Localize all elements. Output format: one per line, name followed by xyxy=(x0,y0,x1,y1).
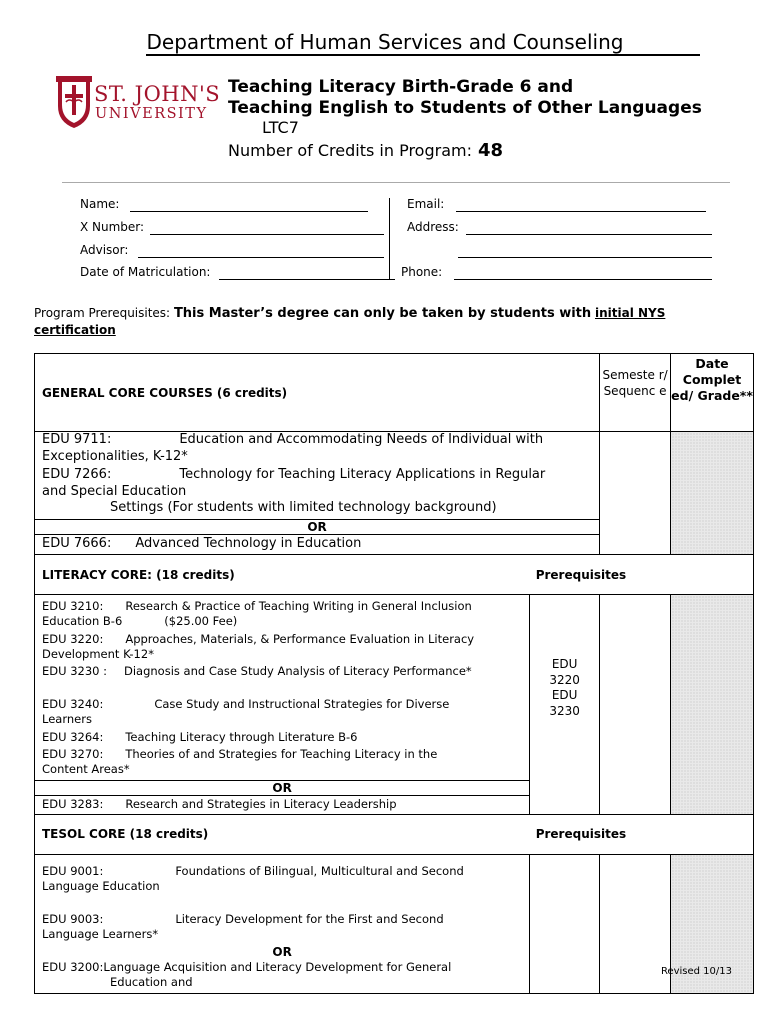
x-number-label: X Number: xyxy=(80,220,145,234)
semester-cell[interactable] xyxy=(600,432,671,555)
or-divider: OR xyxy=(35,519,599,535)
tesol-core-title: TESOL CORE (18 credits) xyxy=(42,827,209,842)
general-core-title: GENERAL CORE COURSES (6 credits) xyxy=(42,385,288,400)
or-divider: OR xyxy=(272,944,292,959)
header-rule xyxy=(146,54,700,56)
prereq-text: EDU xyxy=(551,688,578,702)
course-edu-9001 xyxy=(35,855,529,912)
prerequisites-text: This Master’s degree can only be taken by students with xyxy=(173,306,592,321)
prerequisites-header: Prerequisites xyxy=(535,827,627,842)
course-edu-3220 xyxy=(35,632,529,665)
course-edu-3240 xyxy=(35,697,529,730)
course-title: Approaches, Materials, & Performance Evaluation in Literacy xyxy=(125,631,475,646)
course-edu-3270 xyxy=(35,747,529,780)
address-label: Address: xyxy=(407,220,459,234)
course-title: Language Acquisition and Literacy Development for General xyxy=(103,959,452,974)
course-table xyxy=(34,353,754,994)
semester-header: Semeste r/ Sequenc e xyxy=(600,354,671,432)
course-note: Settings (For students with limited technology background) xyxy=(110,500,497,515)
course-code: EDU 3240: xyxy=(42,697,104,712)
matriculation-label: Date of Matriculation: xyxy=(80,265,211,279)
course-code: EDU 7266: xyxy=(42,467,112,482)
course-code: EDU 3200: xyxy=(42,959,104,974)
course-title: Foundations of Bilingual, Multicultural and Second xyxy=(175,863,464,878)
course-title: Research & Practice of Teaching Writing in General Inclusion xyxy=(125,599,472,613)
course-title-cont: Education and xyxy=(110,975,193,990)
credits-label: Number of Credits in Program: xyxy=(228,141,472,160)
revised-date: Revised 10/13 xyxy=(660,966,732,977)
credits-line xyxy=(228,140,503,161)
program-title-line2: Teaching English to Students of Other Languages xyxy=(228,98,702,118)
section-divider xyxy=(62,182,730,183)
course-code: EDU 3220: xyxy=(42,631,104,646)
program-code: LTC7 xyxy=(262,118,299,137)
course-title: Teaching Literacy through Literature B-6 xyxy=(125,729,358,744)
literacy-core-header xyxy=(35,555,530,595)
grade-cell[interactable] xyxy=(671,432,754,555)
course-title-cont: Language Education xyxy=(42,879,160,894)
course-title-cont: and Special Education xyxy=(42,483,187,499)
program-prerequisites xyxy=(34,305,734,339)
course-title: Advanced Technology in Education xyxy=(135,535,362,551)
literacy-prereq-header xyxy=(530,555,754,595)
course-edu-7266 xyxy=(35,467,599,519)
course-title: Research and Strategies in Literacy Leadership xyxy=(125,796,397,811)
course-title-cont: Development K-12* xyxy=(42,646,154,661)
course-title-cont: Exceptionalities, K-12* xyxy=(42,448,188,464)
course-edu-3230 xyxy=(35,664,529,697)
tesol-prereq-cell xyxy=(530,854,600,993)
course-title-cont: Education B-6 xyxy=(42,614,123,629)
prerequisites-certification: initial NYS certification xyxy=(34,306,666,337)
course-edu-9003 xyxy=(35,912,529,945)
prerequisites-label: Program Prerequisites: xyxy=(34,306,171,320)
credits-value: 48 xyxy=(477,140,504,161)
address-line2-field[interactable] xyxy=(458,245,712,258)
prereq-text: 3230 xyxy=(549,703,580,718)
logo-wordmark: ST. JOHN'S xyxy=(94,82,221,106)
course-fee: ($25.00 Fee) xyxy=(164,614,238,629)
email-label: Email: xyxy=(407,197,445,211)
email-field[interactable] xyxy=(456,199,706,212)
course-code: EDU 9003: xyxy=(42,911,104,926)
name-field[interactable] xyxy=(130,199,368,212)
phone-label: Phone: xyxy=(401,265,443,279)
course-title-cont: Learners xyxy=(42,712,92,727)
address-field[interactable] xyxy=(466,222,712,235)
date-completed-header: Date Complet ed/ Grade** xyxy=(671,354,754,432)
course-code: EDU 3264: xyxy=(42,729,104,744)
course-code: EDU 9001: xyxy=(42,863,104,878)
advisor-label: Advisor: xyxy=(80,243,129,257)
course-title-cont: Content Areas* xyxy=(42,762,130,777)
course-edu-3210 xyxy=(35,595,529,632)
prereq-text: EDU xyxy=(551,657,578,671)
logo-subtitle: UNIVERSITY xyxy=(95,106,208,122)
tesol-core-header xyxy=(35,814,530,854)
course-code: EDU 3283: xyxy=(42,796,104,811)
department-title: Department of Human Services and Counseling xyxy=(146,30,624,54)
course-code: EDU 3270: xyxy=(42,747,104,762)
course-title: Diagnosis and Case Study Analysis of Literacy Performance* xyxy=(124,664,472,679)
grade-cell[interactable] xyxy=(671,595,754,815)
semester-cell[interactable] xyxy=(600,595,671,815)
course-code: EDU 9711: xyxy=(42,432,112,447)
course-title: Theories of and Strategies for Teaching Literacy in the xyxy=(125,747,438,762)
general-core-header xyxy=(35,354,600,432)
program-title xyxy=(228,77,702,119)
course-edu-7666 xyxy=(35,535,599,555)
course-edu-3200 xyxy=(35,960,529,993)
tesol-core-courses xyxy=(35,854,530,993)
advisor-field[interactable] xyxy=(138,245,384,258)
prerequisites-header: Prerequisites xyxy=(535,567,627,582)
course-title: Literacy Development for the First and Second xyxy=(175,911,444,926)
course-edu-3283 xyxy=(35,796,529,814)
matriculation-field[interactable] xyxy=(219,267,395,280)
semester-cell[interactable] xyxy=(600,854,671,993)
program-title-line1: Teaching Literacy Birth-Grade 6 and xyxy=(228,77,574,97)
literacy-core-title: LITERACY CORE: (18 credits) xyxy=(42,567,235,582)
literacy-prereq-cell xyxy=(530,595,600,815)
course-title: Case Study and Instructional Strategies for Diverse xyxy=(154,697,450,712)
course-edu-9711 xyxy=(35,432,599,467)
literacy-core-courses xyxy=(35,595,530,815)
or-divider: OR xyxy=(35,780,529,796)
prereq-text: 3220 xyxy=(549,672,580,687)
name-label: Name: xyxy=(80,197,120,211)
course-title: Education and Accommodating Needs of Individual with xyxy=(179,432,544,447)
course-title-cont: Language Learners* xyxy=(42,927,159,942)
general-core-courses xyxy=(35,432,600,555)
tesol-prereq-header xyxy=(530,814,754,854)
course-code: EDU 3230 : xyxy=(42,664,107,679)
x-number-field[interactable] xyxy=(150,222,384,235)
course-code: EDU 3210: xyxy=(42,599,104,613)
course-title: Technology for Teaching Literacy Applications in Regular xyxy=(179,467,546,482)
course-code: EDU 7666: xyxy=(42,535,112,551)
course-edu-3264 xyxy=(35,730,529,747)
phone-field[interactable] xyxy=(454,267,712,280)
university-shield-icon xyxy=(56,76,92,130)
